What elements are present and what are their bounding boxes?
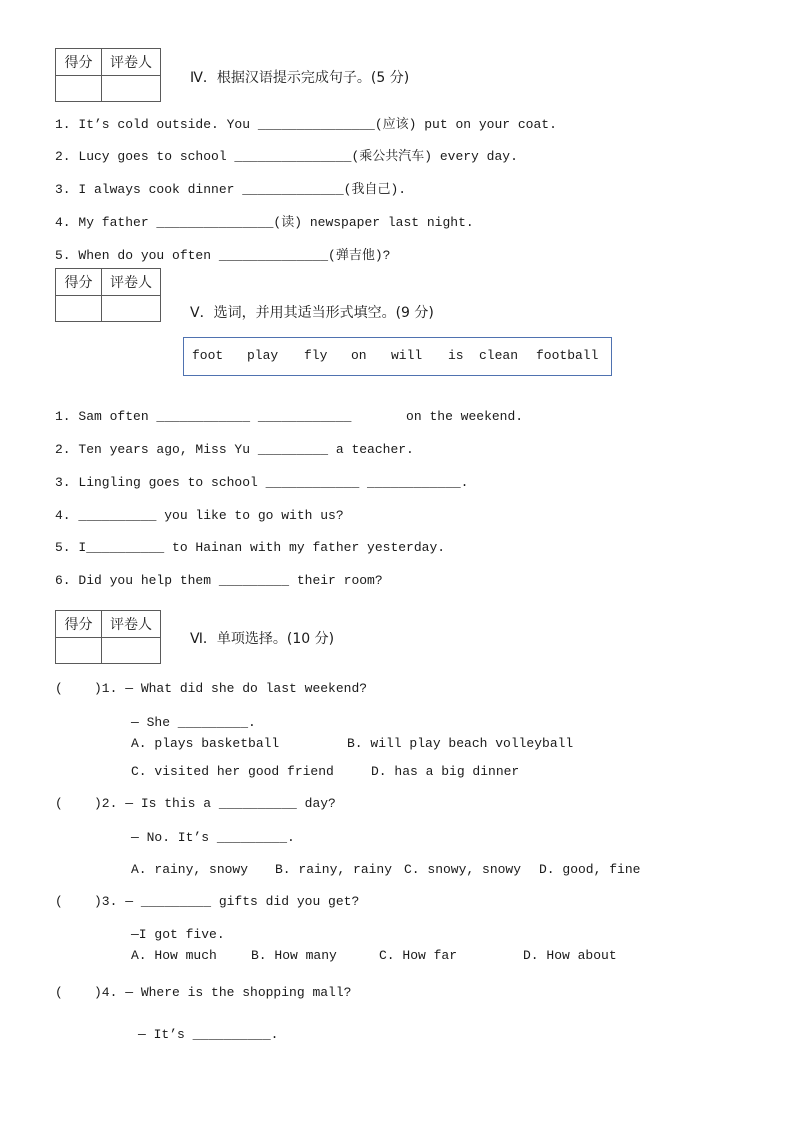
question-item: 1. It’s cold outside. You _______________(应该) put on your coat. (55, 117, 557, 132)
option-a: A. plays basketball (131, 736, 280, 751)
word-bank-item: foot (192, 348, 224, 363)
word-bank-item: fly (304, 348, 328, 363)
score-label: 得分 (56, 269, 102, 296)
option-a: A. rainy, snowy (131, 862, 249, 877)
word-bank-item: clean (479, 348, 519, 363)
option-c: C. snowy, snowy (404, 862, 522, 877)
option-b: B. rainy, rainy (275, 862, 393, 877)
option-b: B. How many (251, 948, 337, 963)
option-d: D. How about (523, 948, 617, 963)
score-table (55, 610, 161, 664)
section-title: Ⅴ．选词，并用其适当形式填空。(9 分) (190, 305, 434, 321)
question-dialogue-answer: — No. It’s _________. (131, 830, 295, 845)
question-stem: ( )2. — Is this a __________ day? (55, 796, 336, 811)
question-item: 6. Did you help them _________ their room? (55, 573, 383, 588)
question-stem: ( )3. — _________ gifts did you get? (55, 894, 360, 909)
option-d: D. has a big dinner (371, 764, 520, 779)
score-cell (56, 296, 102, 322)
score-label: 得分 (56, 611, 102, 638)
question-item: 2. Ten years ago, Miss Yu _________ a teacher. (55, 442, 414, 457)
word-bank-item: football (536, 348, 599, 363)
word-bank-box (183, 337, 612, 376)
option-b: B. will play beach volleyball (347, 736, 574, 751)
score-cell (56, 638, 102, 664)
question-item: 3. I always cook dinner _____________(我自己). (55, 182, 407, 197)
grader-label: 评卷人 (102, 269, 161, 296)
question-item: 2. Lucy goes to school _______________(乘公共汽车) every day. (55, 149, 518, 164)
question-item: 3. Lingling goes to school ____________ ____________. (55, 475, 469, 490)
question-item: 5. I__________ to Hainan with my father yesterday. (55, 540, 446, 555)
grader-label: 评卷人 (102, 49, 161, 76)
question-item: 4. My father _______________(读) newspaper last night. (55, 215, 474, 230)
question-stem: ( )4. — Where is the shopping mall? (55, 985, 352, 1000)
score-table (55, 268, 161, 322)
section-title: Ⅵ．单项选择。(10 分) (190, 631, 335, 647)
score-label: 得分 (56, 49, 102, 76)
option-a: A. How much (131, 948, 217, 963)
option-c: C. How far (379, 948, 458, 963)
word-bank-item: on (351, 348, 367, 363)
question-stem: ( )1. — What did she do last weekend? (55, 681, 368, 696)
word-bank-item: is (448, 348, 464, 363)
grader-cell (102, 296, 161, 322)
option-d: D. good, fine (539, 862, 641, 877)
score-table (55, 48, 161, 102)
grader-label: 评卷人 (102, 611, 161, 638)
question-item: 5. When do you often ______________(弹吉他)? (55, 248, 391, 263)
question-item: 4. __________ you like to go with us? (55, 508, 344, 523)
option-c: C. visited her good friend (131, 764, 334, 779)
score-cell (56, 76, 102, 102)
question-dialogue-answer: — It’s __________. (138, 1027, 279, 1042)
grader-cell (102, 76, 161, 102)
grader-cell (102, 638, 161, 664)
question-item: 1. Sam often ____________ ____________ on the weekend. (55, 409, 524, 424)
word-bank-item: will (391, 348, 423, 363)
question-dialogue-answer: — She _________. (131, 715, 256, 730)
question-dialogue-answer: —I got five. (131, 927, 225, 942)
section-title: Ⅳ．根据汉语提示完成句子。(5 分) (190, 70, 410, 86)
word-bank-item: play (247, 348, 279, 363)
